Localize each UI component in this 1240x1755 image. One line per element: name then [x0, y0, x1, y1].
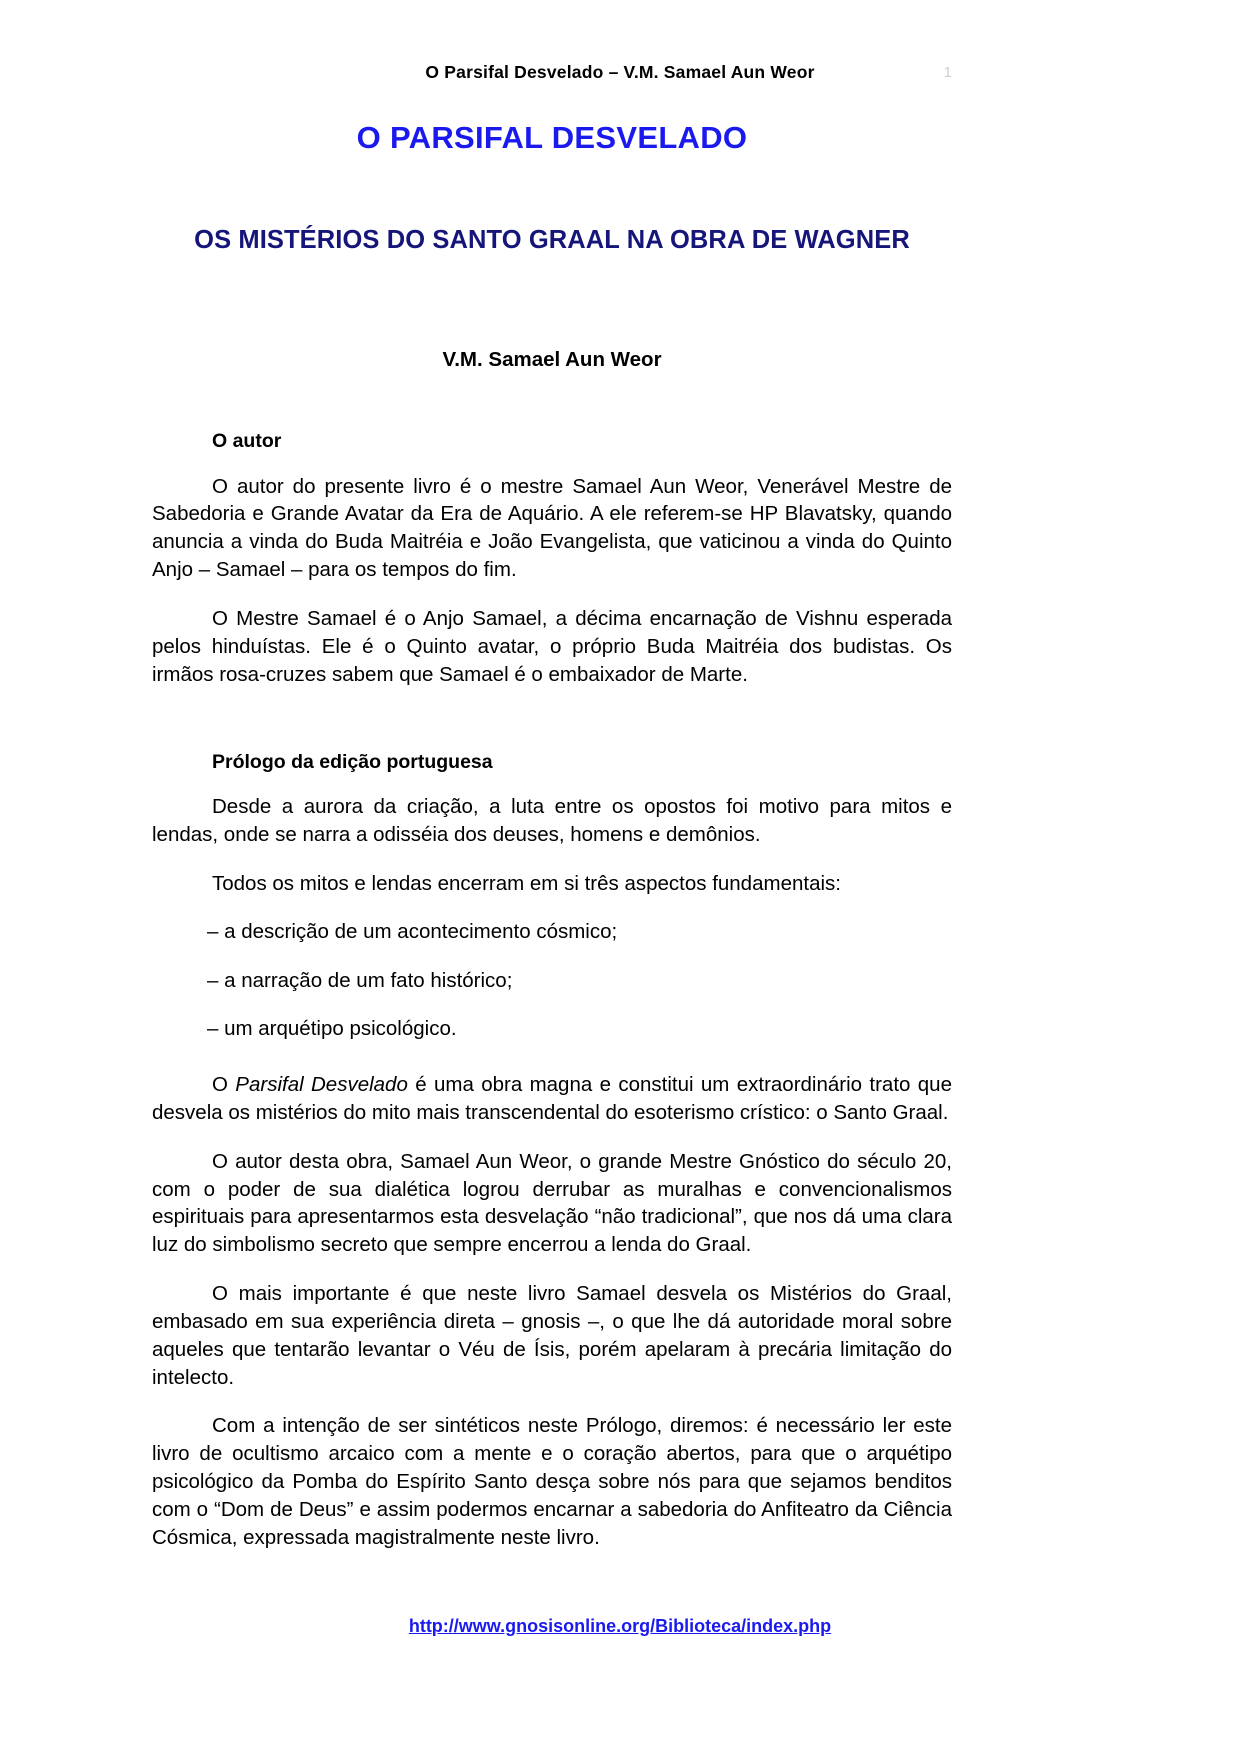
section-heading-o-autor: O autor [212, 430, 282, 452]
running-header-title: O Parsifal Desvelado – V.M. Samael Aun Weor [425, 62, 815, 82]
paragraph-prologo-2: Todos os mitos e lendas encerram em si três aspectos fundamentais: [212, 871, 841, 895]
subtitle: OS MISTÉRIOS DO SANTO GRAAL NA OBRA DE WAGNER [194, 226, 910, 254]
page-content [152, 0, 952, 1573]
paragraph-prologo-5: O mais importante é que neste livro Samael desvela os Mistérios do Graal, embasado em sua experiência direta – gnosis –, o que lhe dá autoridade moral sobre aqueles que tentarão levantar o Véu de Ísis, porém apelaram à precária limitação do intelecto. [152, 1281, 952, 1389]
list-item: – a narração de um fato histórico; [207, 968, 513, 992]
paragraph-prologo-6: Com a intenção de ser sintéticos neste Prólogo, diremos: é necessário ler este livro de ocultismo arcaico com a mente e o coração abertos, para que o arquétipo psicológico da Pomba do Espírito Santo desça sobre nós para que sejamos benditos com o “Dom de Deus” e assim podermos encarnar a sabedoria do Anfiteatro da Ciência Cósmica, expressada magistralmente neste livro. [152, 1414, 952, 1550]
page-footer [0, 1616, 1240, 1637]
paragraph-autor-2: O Mestre Samael é o Anjo Samael, a décima encarnação de Vishnu esperada pelos hinduístas. Ele é o Quinto avatar, o próprio Buda Maitréia dos budistas. Os irmãos rosa-cruzes sabem que Samael é o embaixador de Marte. [152, 606, 952, 686]
author-byline: V.M. Samael Aun Weor [442, 348, 662, 371]
paragraph-prologo-1: Desde a aurora da criação, a luta entre os opostos foi motivo para mitos e lendas, onde se narra a odisséia dos deuses, homens e demônios. [152, 795, 952, 847]
paragraph-autor-1: O autor do presente livro é o mestre Samael Aun Weor, Venerável Mestre de Sabedoria e Grande Avatar da Era de Aquário. A ele referem-se HP Blavatsky, quando anuncia a vinda do Buda Maitréia e João Evangelista, que vaticinou a vinda do Quinto Anjo – Samael – para os tempos do fim. [152, 474, 952, 582]
paragraph-prologo-3 [152, 1071, 952, 1127]
paragraph-text-before-italic: O [212, 1073, 236, 1097]
book-title-italic: Parsifal Desvelado [235, 1073, 408, 1097]
paragraph-prologo-4: O autor desta obra, Samael Aun Weor, o grande Mestre Gnóstico do século 20, com o poder de sua dialética logrou derrubar as muralhas e convencionalismos espirituais para apresentarmos esta desvelação “não tradicional”, que nos dá uma clara luz do simbolismo secreto que sempre encerrou a lenda do Graal. [152, 1149, 952, 1257]
main-title: O PARSIFAL DESVELADO [356, 120, 748, 155]
section-heading-prologo: Prólogo da edição portuguesa [212, 750, 493, 773]
list-item: – um arquétipo psicológico. [207, 1017, 457, 1041]
footer-url-link[interactable]: http://www.gnosisonline.org/Biblioteca/index.php [408, 1616, 832, 1636]
paragraph-text-after-italic: é uma obra magna e constitui um extraordinário trato que desvela os mistérios do mito mais transcendental do esoterismo crístico: o Santo Graal. [152, 1073, 952, 1125]
page-number: 1 [943, 64, 952, 81]
list-item: – a descrição de um acontecimento cósmico; [207, 920, 618, 944]
